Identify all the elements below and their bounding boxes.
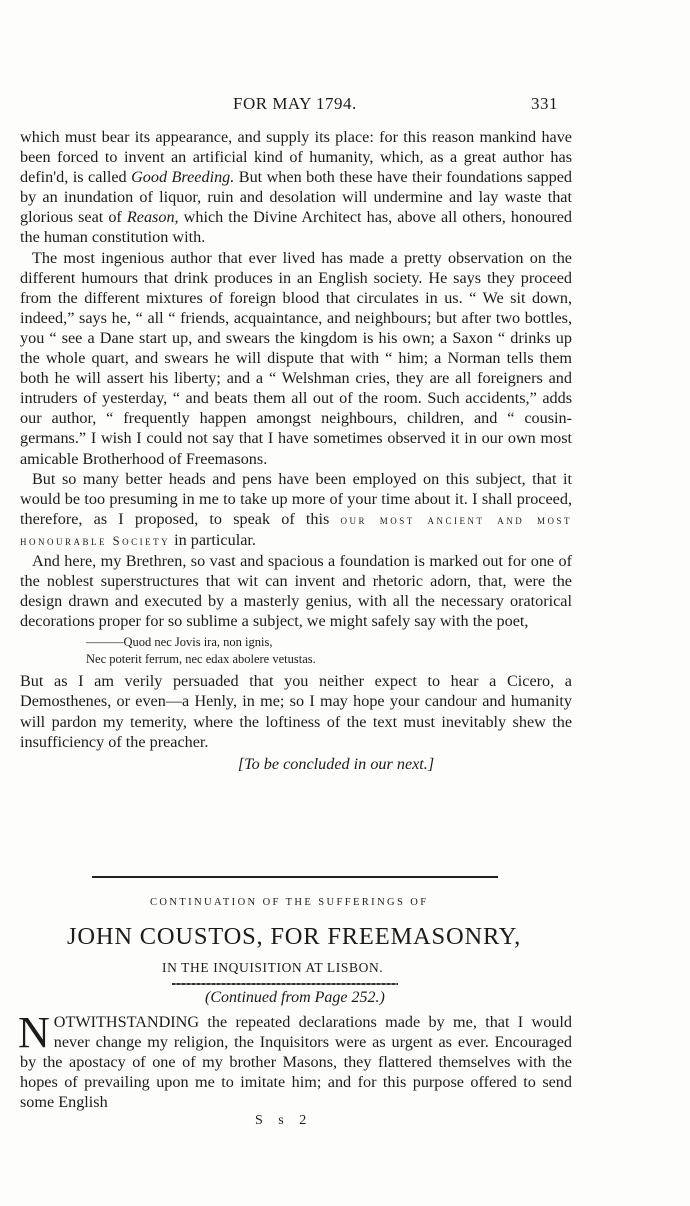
quotation-line-2: Nec poterit ferrum, nec edax abolere vetustas. (86, 652, 316, 667)
subtitle-rule (172, 983, 398, 985)
paragraph-3 (20, 469, 572, 551)
section-subtitle: IN THE INQUISITION AT LISBON. (162, 960, 384, 975)
latin-quotation (86, 634, 572, 668)
paragraph-1-text-b: But when both these have their foundations sapped by an inundation of liquor, ruin and desolation will undermine and lay waste that glorious seat of (20, 168, 572, 227)
section-kicker-text: CONTINUATION OF THE SUFFERINGS OF (150, 897, 429, 908)
quotation-line-1: ———Quod nec Jovis ira, non ignis, (86, 635, 273, 650)
section-title: JOHN COUSTOS, FOR FREEMASONRY, (67, 923, 522, 950)
to-be-concluded-note: [To be concluded in our next.] (237, 754, 435, 773)
section-kicker (0, 897, 690, 908)
section-divider-rule (92, 876, 498, 878)
section-body-text: OTWITHSTANDING the repeated declarations made by me, that I would never change my religion, the Inquisitors were as urgent as ever. Encouraged by the apostacy of one of my brother Masons, they flattered themselves with the hopes of prevailing upon me to imitate him; and for this purpose offered to send some English (20, 1013, 572, 1112)
body-text (20, 127, 572, 774)
running-head-title: FOR MAY 1794. (233, 94, 357, 113)
paragraph-1-emphasis: Good Breeding. (131, 168, 235, 187)
paragraph-3-text-a: But so many better heads and pens have been employed on this subject, that it would be too presuming in me to take up more of your time about it. I shall proceed, therefore, as I proposed, to speak of this (20, 469, 572, 528)
signature-mark: S s 2 (255, 1113, 313, 1128)
paragraph-1 (20, 127, 572, 248)
paragraph-1-emphasis-2: Reason, (126, 208, 179, 227)
page-number: 331 (531, 94, 558, 113)
section-body (18, 1008, 572, 1112)
continued-from-note: (Continued from Page 252.) (205, 989, 385, 1006)
paragraph-3-smallcaps: our most ancient and most honourable Society (20, 512, 573, 548)
paragraph-1-text-a: which must bear its appearance, and supply its place: for this reason mankind have been forced to invent an artificial kind of humanity, which, as a great author has defin'd, is called (20, 128, 572, 187)
paragraph-4: And here, my Brethren, so vast and spacious a foundation is marked out for one of the noblest superstructures that wit can invent and rhetoric adorn, that, were the design drawn and executed by a masterly genius, with all the necessary oratorical decorations proper for so sublime a subject, we might safely say with the poet, (20, 551, 572, 631)
drop-cap: N (18, 1008, 50, 1057)
paragraph-3-text-b: in particular. (174, 530, 256, 549)
paragraph-1-text-c: which the Divine Architect has, above all others, honoured the human constitution with. (20, 208, 573, 247)
paragraph-2: The most ingenious author that ever lived has made a pretty observation on the different humours that drink produces in an English society. He says they proceed from the different mixtures of foreign blood that circulates in us. “ We sit down, indeed,” says he, “ all “ friends, acquaintance, and neighbours; but after two bottles, you “ see a Dane start up, and swears the kingdom is his own; a Saxon “ drinks up the whole quart, and swears he will dispute that with “ him; a Norman tells them both he will assert his liberty; and a “ Welshman cries, they are all foreigners and intruders of yesterday, “ and beats them all out of the room. Such accidents,” adds our author, “ frequently happen amongst neighbours, children, and “ cousin-germans.” I wish I could not say that I have sometimes observed it in our own most amicable Brotherhood of Freemasons. (20, 248, 572, 468)
running-head (0, 94, 690, 120)
paragraph-5: But as I am verily persuaded that you neither expect to hear a Cicero, a Demosthenes, or even—a Henly, in me; so I may hope your candour and humanity will pardon my temerity, where the loftiness of the text must inevitably shew the insufficiency of the preacher. (20, 672, 572, 751)
